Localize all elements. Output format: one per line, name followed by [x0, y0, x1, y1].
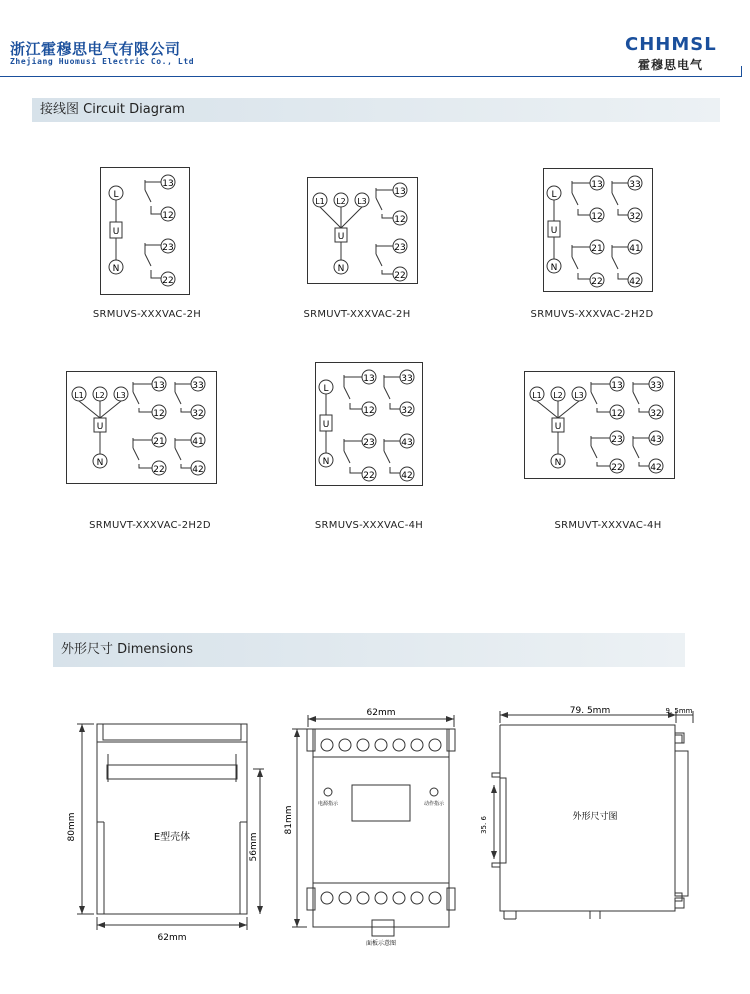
text-label: 面板示意图 — [365, 940, 397, 947]
text-label: 62mm — [366, 708, 396, 718]
text-label: 13 — [591, 180, 603, 190]
text-label: L2 — [336, 197, 346, 206]
text-label: 33 — [650, 381, 662, 391]
e-housing-drawing — [60, 712, 260, 947]
text-label: 42 — [192, 465, 204, 475]
text-label: 13 — [363, 374, 375, 384]
text-label: 42 — [629, 277, 641, 287]
company-name-en: Zhejiang Huomusi Electric Co., Ltd — [10, 57, 195, 66]
text-label: 35. 6 — [480, 816, 488, 834]
circuit-diagram-2 — [307, 177, 418, 284]
text-label: 23 — [611, 435, 623, 445]
text-label: 23 — [394, 243, 406, 253]
circuit-diagram-title: 接线图 Circuit Diagram — [32, 98, 720, 122]
text-label: 22 — [591, 277, 603, 287]
text-label: 32 — [629, 212, 641, 222]
text-label: 79. 5mm — [569, 706, 611, 716]
text-label: U — [337, 232, 345, 242]
text-label: L3 — [357, 197, 367, 206]
dimensions-title: 外形尺寸 Dimensions — [53, 633, 685, 667]
text-label: N — [554, 458, 562, 468]
text-label: N — [337, 264, 345, 274]
header-divider-tick — [741, 66, 742, 77]
text-label: 33 — [629, 180, 641, 190]
text-label: 动作指示 — [423, 801, 445, 807]
model-label-3: SRMUVS-XXXVAC-2H2D — [530, 309, 654, 320]
text-label: 33 — [401, 374, 413, 384]
text-label: 43 — [650, 435, 662, 445]
terminal-label: 22 — [162, 276, 174, 286]
text-label: L1 — [532, 391, 542, 400]
circuit-diagram-1 — [100, 167, 190, 295]
model-label-4: SRMUVT-XXXVAC-2H2D — [89, 520, 211, 531]
text-label: L — [323, 384, 329, 394]
text-label: 41 — [629, 244, 641, 254]
terminal-label: U — [112, 227, 120, 237]
text-label: 22 — [153, 465, 165, 475]
header-divider — [0, 76, 742, 77]
circuit-diagram-3 — [543, 168, 653, 292]
text-label: 13 — [153, 381, 165, 391]
text-label: L2 — [95, 391, 105, 400]
model-label-5: SRMUVS-XXXVAC-4H — [314, 520, 424, 531]
text-label: 9. 5mm — [665, 707, 693, 715]
text-label: 32 — [401, 406, 413, 416]
text-label: U — [322, 420, 330, 430]
text-label: 22 — [611, 463, 623, 473]
text-label: L1 — [74, 391, 84, 400]
text-label: 13 — [611, 381, 623, 391]
text-label: E型壳体 — [153, 832, 191, 843]
text-label: 62mm — [157, 933, 187, 943]
text-label: 81mm — [284, 805, 294, 835]
model-label-1: SRMUVS-XXXVAC-2H — [92, 309, 202, 320]
panel-view-drawing — [285, 705, 465, 950]
terminal-label: 12 — [162, 211, 174, 221]
model-label-2: SRMUVT-XXXVAC-2H — [303, 309, 411, 320]
side-view-drawing — [480, 703, 700, 923]
text-label: 13 — [394, 187, 406, 197]
text-label: 42 — [401, 471, 413, 481]
text-label: 43 — [401, 438, 413, 448]
text-label: 12 — [394, 215, 406, 225]
terminal-label: 23 — [162, 243, 174, 253]
text-label: 42 — [650, 463, 662, 473]
text-label: 22 — [394, 271, 406, 281]
text-label: 56mm — [249, 832, 259, 862]
text-label: U — [96, 422, 104, 432]
circuit-diagram-4 — [66, 371, 217, 484]
text-label: N — [550, 263, 558, 273]
company-name-cn: 浙江霍穆思电气有限公司 — [10, 40, 181, 58]
text-label: 41 — [192, 437, 204, 447]
text-label: L1 — [315, 197, 325, 206]
text-label: L2 — [553, 391, 563, 400]
text-label: 12 — [153, 409, 165, 419]
text-label: L — [551, 190, 557, 200]
text-label: U — [554, 422, 562, 432]
text-label: N — [96, 458, 104, 468]
text-label: 80mm — [67, 812, 77, 842]
brand-logo-cn: 霍穆思电气 — [638, 58, 704, 72]
model-label-6: SRMUVT-XXXVAC-4H — [554, 520, 662, 531]
text-label: 32 — [650, 409, 662, 419]
brand-logo: CHHMSL — [625, 34, 717, 55]
text-label: U — [550, 226, 558, 236]
text-label: 12 — [363, 406, 375, 416]
text-label: 12 — [591, 212, 603, 222]
terminal-label: L — [113, 190, 119, 200]
terminal-label: N — [112, 264, 120, 274]
text-label: L3 — [116, 391, 126, 400]
text-label: N — [322, 457, 330, 467]
circuit-diagram-6 — [524, 371, 675, 479]
text-label: 22 — [363, 471, 375, 481]
text-label: 33 — [192, 381, 204, 391]
text-label: L3 — [574, 391, 584, 400]
text-label: 电源指示 — [317, 801, 339, 807]
text-label: 32 — [192, 409, 204, 419]
text-label: 外形尺寸图 — [572, 812, 618, 822]
text-label: 12 — [611, 409, 623, 419]
terminal-label: 13 — [162, 179, 174, 189]
circuit-diagram-5 — [315, 362, 423, 486]
text-label: 23 — [363, 438, 375, 448]
text-label: 21 — [591, 244, 603, 254]
text-label: 21 — [153, 437, 165, 447]
